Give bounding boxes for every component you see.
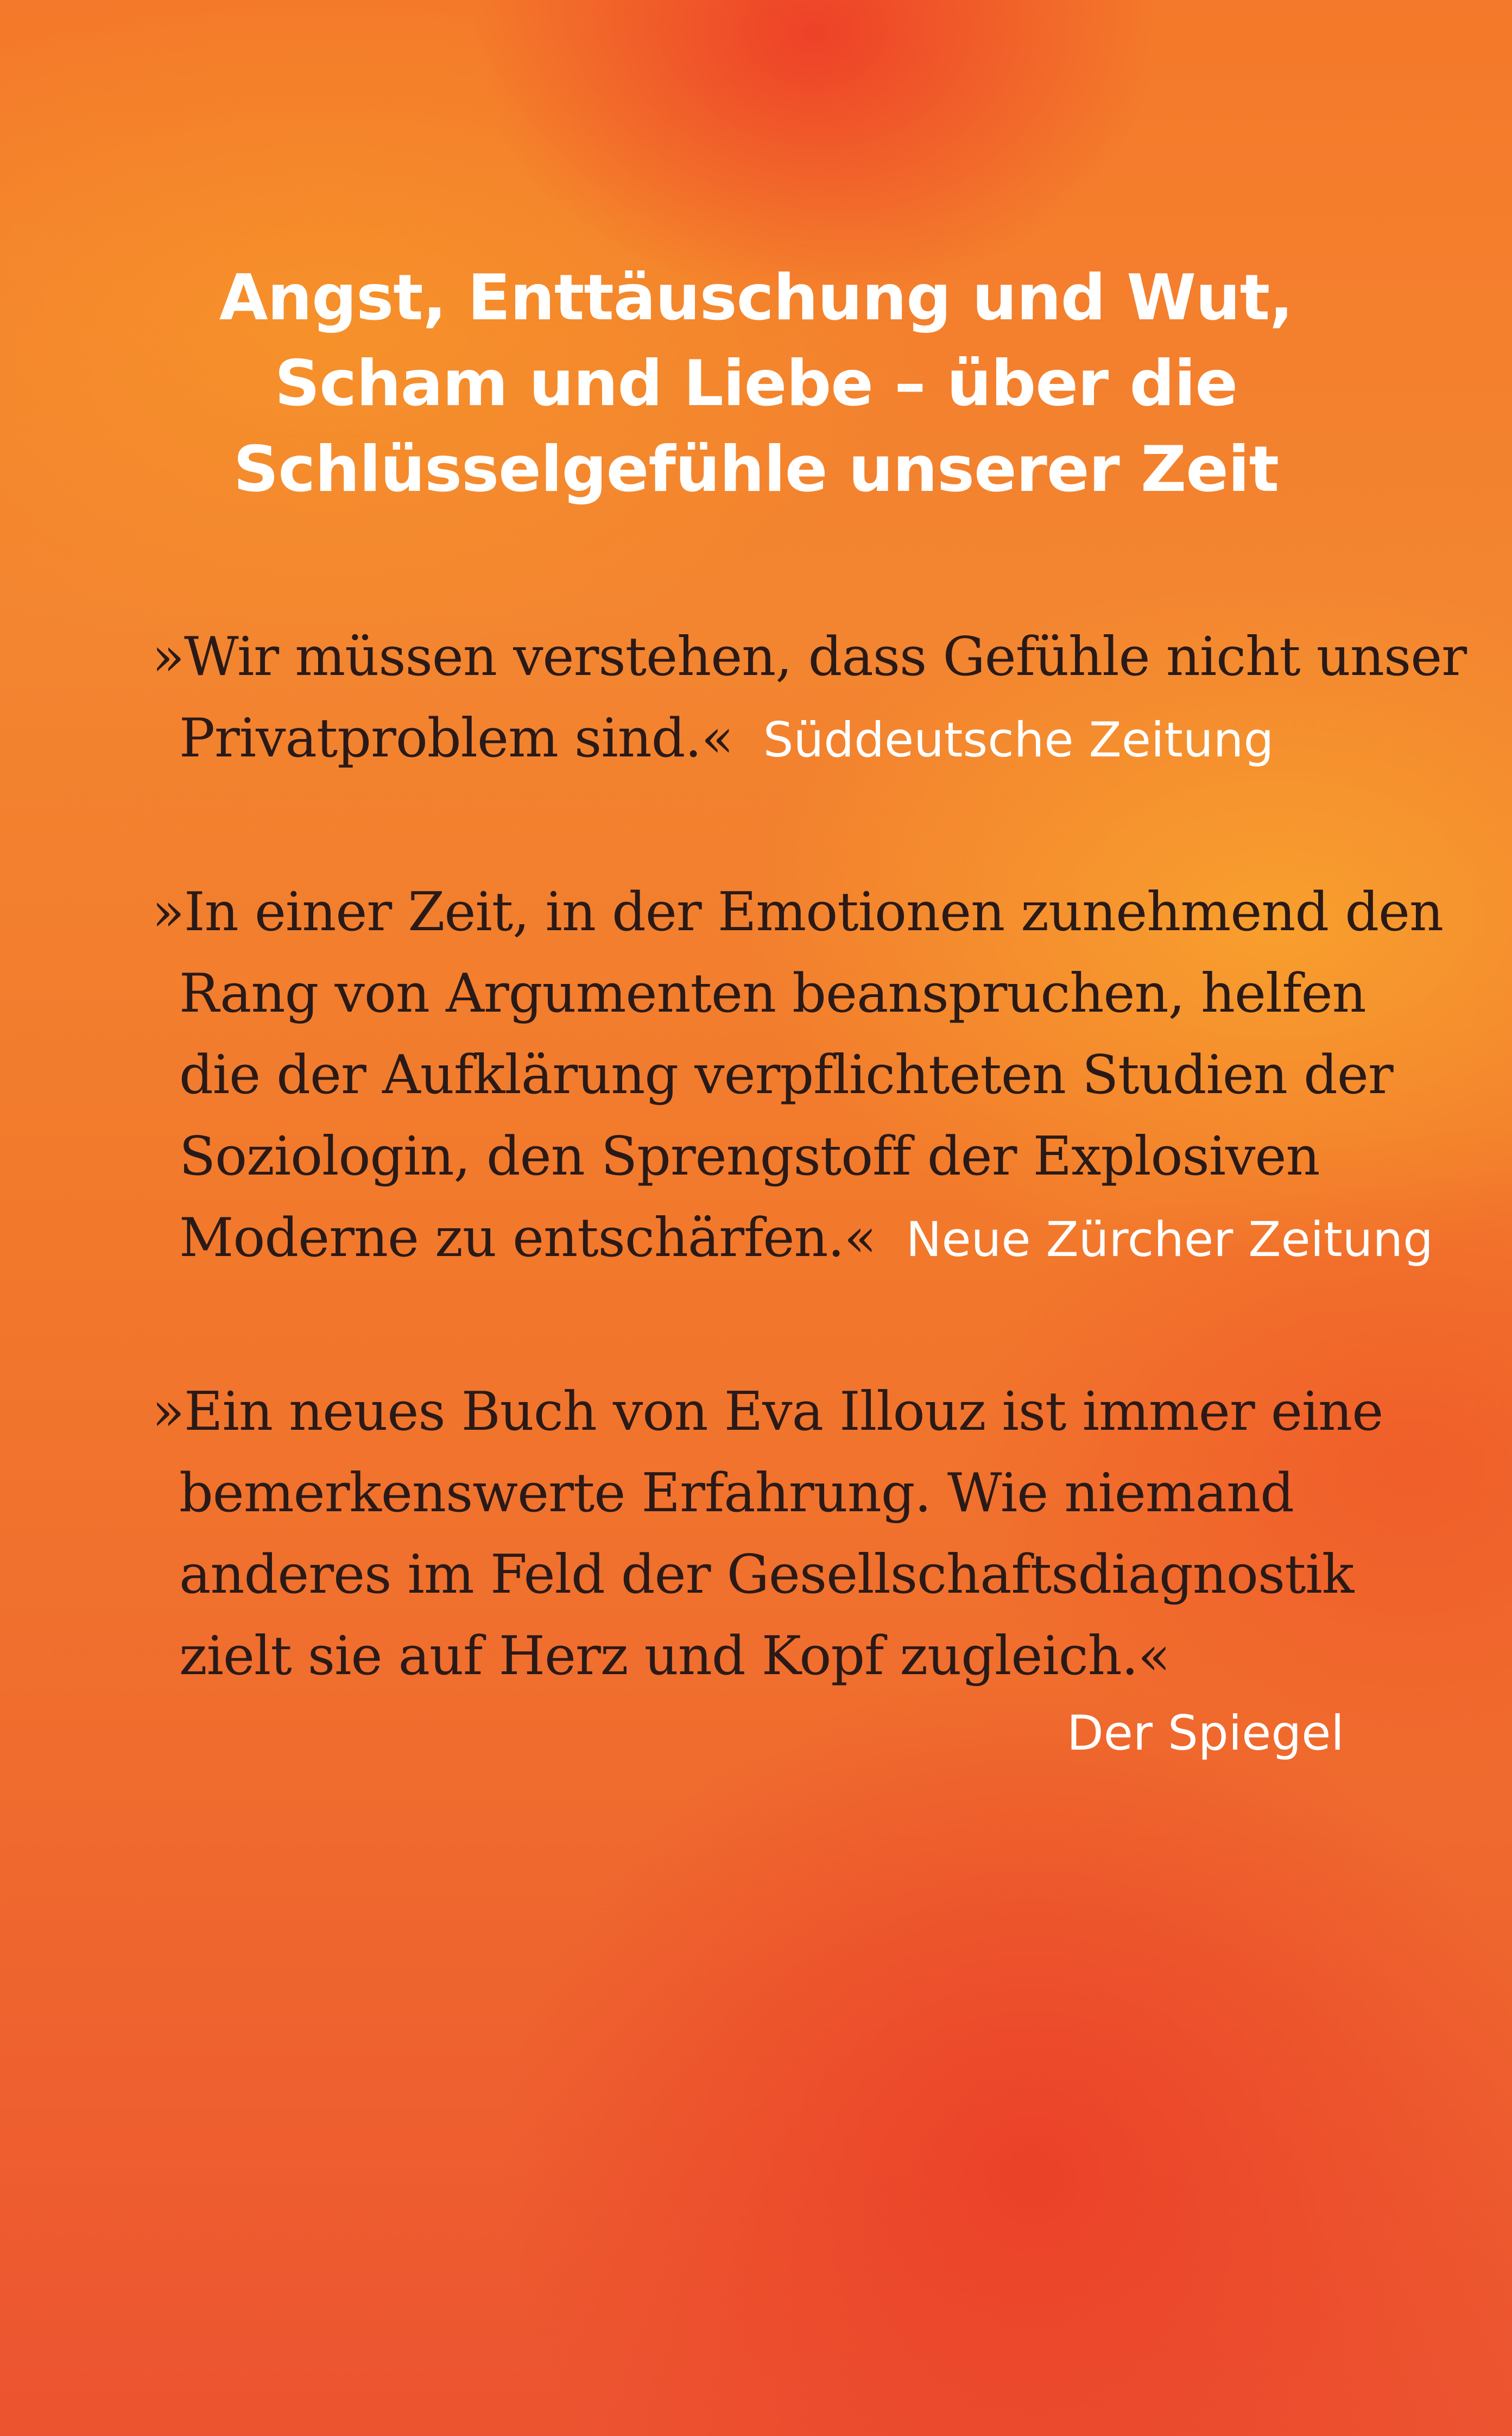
headline-line-3: Schlüsselgefühle unserer Zeit	[233, 433, 1279, 506]
quote-line: zielt sie auf Herz und Kopf zugleich.«	[179, 1625, 1170, 1687]
headline	[0, 255, 1512, 513]
quote-line: »Wir müssen verstehen, dass Gefühle nicht unser	[152, 626, 1467, 688]
quote-line: Rang von Argumenten beanspruchen, helfen	[179, 963, 1366, 1025]
quote-spiegel	[152, 1371, 1417, 1697]
quote-line: anderes im Feld der Gesellschaftsdiagnostik	[179, 1544, 1354, 1606]
quote-source: Neue Zürcher Zeitung	[906, 1211, 1434, 1267]
quote-line: die der Aufklärung verpflichteten Studien der	[179, 1044, 1393, 1106]
quote-line-with-source	[152, 698, 1417, 781]
quote-line: »In einer Zeit, in der Emotionen zunehmend den	[152, 881, 1444, 943]
quote-line: »Ein neues Buch von Eva Illouz ist immer eine	[152, 1381, 1383, 1443]
quote-sueddeutsche	[152, 616, 1467, 781]
quote-line: bemerkenswerte Erfahrung. Wie niemand	[179, 1462, 1294, 1524]
headline-line-2: Scham und Liebe – über die	[274, 347, 1238, 420]
quote-line: Soziologin, den Sprengstoff der Explosiven	[179, 1126, 1320, 1188]
headline-line-1: Angst, Enttäuschung und Wut,	[219, 261, 1293, 335]
quote-line: Privatproblem sind.«	[179, 708, 733, 769]
quote-line: Moderne zu entschärfen.«	[179, 1207, 876, 1269]
quote-source: Der Spiegel	[1067, 1705, 1344, 1761]
quote-source: Süddeutsche Zeitung	[763, 712, 1274, 768]
quote-nzz	[152, 872, 1444, 1280]
quote-line-with-source	[152, 1197, 1434, 1280]
